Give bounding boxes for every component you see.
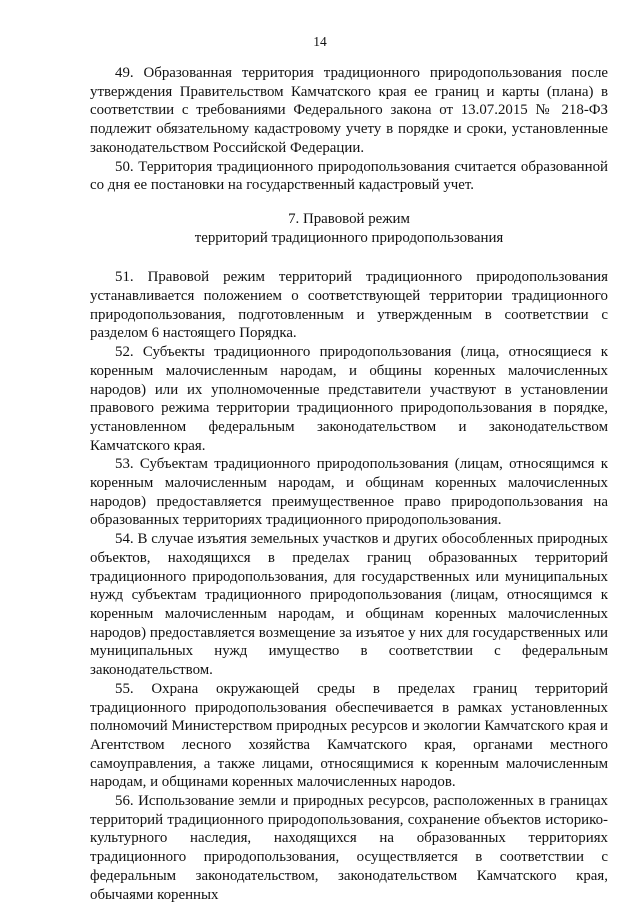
spacer xyxy=(90,247,608,268)
document-body xyxy=(90,64,608,904)
paragraph-56: 56. Использование земли и природных ресурсов, расположенных в границах территорий традиционного природопользования, сохранение объектов историко-культурного наследия, находящихся на образованных территориях традиционного природопользования, осуществляется в соответствии с федеральным законодательством, законодательством Камчатского края, обычаями коренных xyxy=(90,793,608,903)
paragraph-49: 49. Образованная территория традиционного природопользования после утверждения Правительством Камчатского края ее границ и карты (плана) в соответствии с требованиями Федерального закона от 13.07.2015 № 218-ФЗ подлежит обязательному кадастровому учету в порядке и сроки, установленные законодательством Российской Федерации. xyxy=(90,65,608,156)
paragraph-55: 55. Охрана окружающей среды в пределах границ территорий традиционного природопользования обеспечивается в рамках установленных полномочий Министерством природных ресурсов и экологии Камчатского края и Агентством лесного хозяйства Камчатского края, органами местного самоуправления, а также лицами, относящимися к коренным малочисленным народам, и общинами коренных малочисленных народов. xyxy=(90,680,608,791)
section-heading-line-2: территорий традиционного природопользования xyxy=(194,229,504,246)
section-heading-line-1: 7. Правовой режим xyxy=(288,210,410,227)
paragraph-51: 51. Правовой режим территорий традиционного природопользования устанавливается положением о соответствующей территории традиционного природопользования, подготовленным и утвержденным в соответствии с разделом 6 настоящего Порядка. xyxy=(90,269,608,342)
paragraph-50: 50. Территория традиционного природопользования считается образованной со дня ее постановки на государственный кадастровый учет. xyxy=(90,158,608,194)
paragraph-54: 54. В случае изъятия земельных участков и других обособленных природных объектов, находящихся в пределах границ образованных территорий традиционного природопользования, для государственных или муниципальных нужд субъектам традиционного природопользования (лицам, относящимся к коренным малочисленным народам, и общинам коренных малочисленных народов) предоставляется возмещение за изъятое у них для государственных или муниципальных нужд имущество в соответствии с федеральным законодательством. xyxy=(90,531,608,679)
spacer xyxy=(90,195,608,210)
paragraph-52: 52. Субъекты традиционного природопользования (лица, относящиеся к коренным малочисленным народам, и общины коренных малочисленных народов) или их уполномоченные представители участвуют в установлении правового режима территории традиционного природопользования в порядке, установленном федеральным законодательством и законодательством Камчатского края. xyxy=(90,344,608,454)
paragraph-53: 53. Субъектам традиционного природопользования (лицам, относящимся к коренным малочисленным народам, и общинам коренных малочисленных народов) предоставляется преимущественное право природопользования на образованных территориях традиционного природопользования. xyxy=(90,456,608,529)
page-number: 14 xyxy=(313,34,327,49)
